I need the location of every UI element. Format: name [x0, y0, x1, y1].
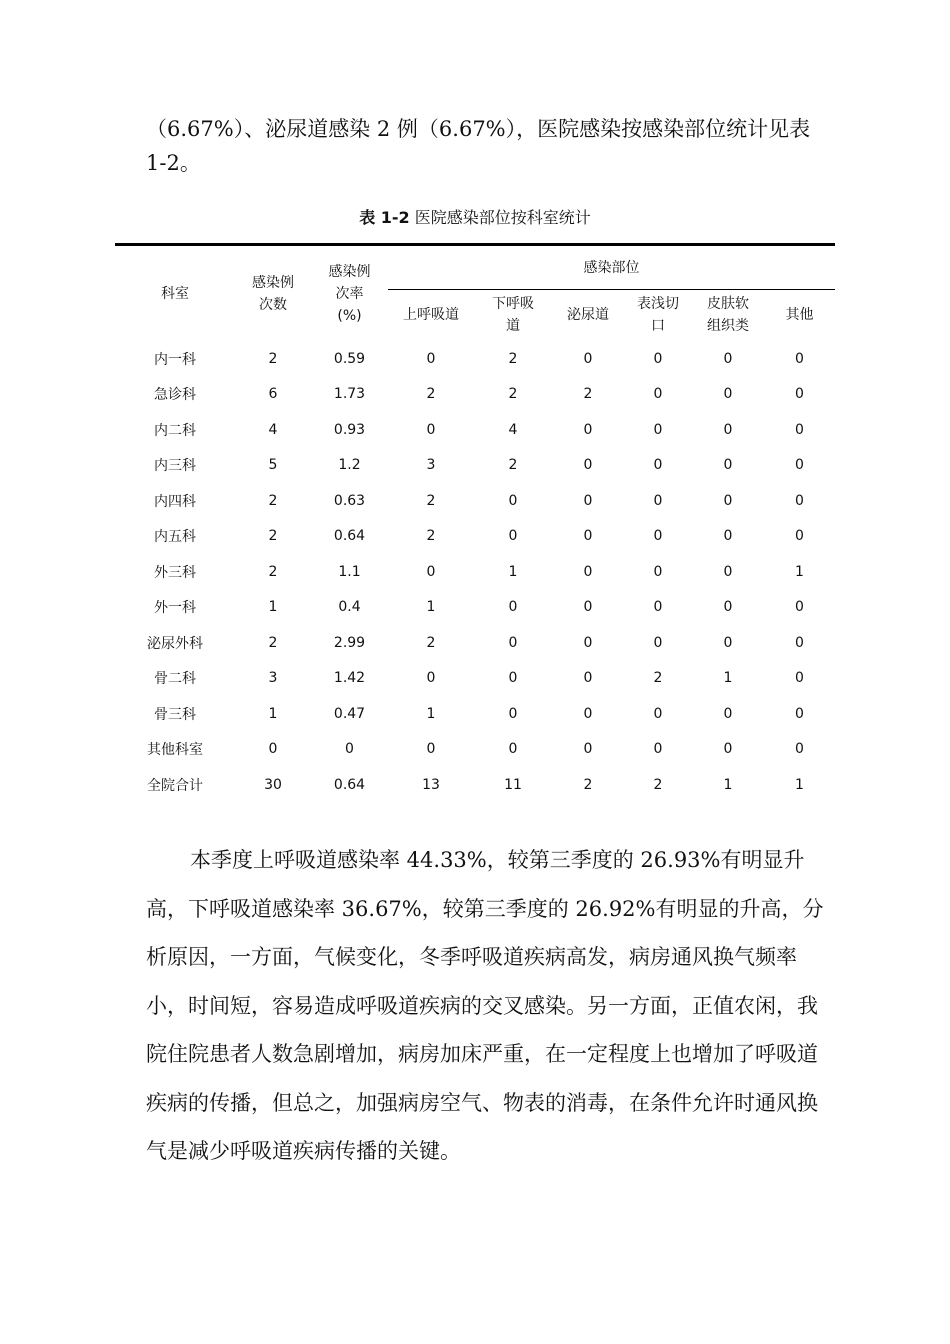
- cell-incision: 0: [653, 634, 663, 651]
- cell-urinary: 2: [583, 386, 593, 403]
- cell-upper-resp: 2: [426, 492, 436, 509]
- header-count: 感染例次数: [252, 275, 294, 313]
- analysis-paragraph: 本季度上呼吸道感染率 44.33%，较第三季度的 26.93%有明显升高，下呼吸道感染率 36.67%，较第三季度的 26.92%有明显的升高，分析原因，一方面，气候变化，冬季呼吸道疾病高发，病房通风换气频率小，时间短，容易造成呼吸道疾病的交叉感染。另一方面，正值农闲，我院住院患者人数急剧增加，病房加床严重，在一定程度上也增加了呼吸道疾病的传播，但总之，加强病房空气、物表的消毒，在条件允许时通风换气是减少呼吸道疾病传播的关键。: [146, 848, 824, 1163]
- cell-rate: 1.2: [338, 457, 361, 474]
- header-site: 皮肤软组织类: [707, 296, 749, 334]
- cell-count: 5: [268, 457, 278, 474]
- header-site: 上呼吸道: [403, 307, 459, 323]
- cell-lower-resp: 0: [508, 599, 518, 616]
- cell-dept: 内五科: [154, 529, 196, 546]
- cell-count: 1: [268, 599, 278, 616]
- cell-dept: 全院合计: [147, 777, 203, 794]
- cell-urinary: 0: [583, 634, 593, 651]
- cell-dept: 外三科: [154, 564, 196, 581]
- cell-skin: 0: [723, 599, 733, 616]
- cell-skin: 0: [723, 705, 733, 722]
- cell-dept: 内三科: [154, 458, 196, 475]
- cell-lower-resp: 0: [508, 528, 518, 545]
- cell-skin: 0: [723, 421, 733, 438]
- cell-other: 0: [795, 705, 804, 722]
- cell-lower-resp: 0: [508, 492, 518, 509]
- cell-incision: 0: [653, 599, 663, 616]
- cell-dept: 骨二科: [154, 671, 196, 688]
- cell-lower-resp: 2: [508, 457, 518, 474]
- cell-urinary: 0: [583, 741, 593, 758]
- cell-count: 2: [268, 528, 278, 545]
- cell-incision: 0: [653, 421, 663, 438]
- intro-paragraph: （6.67%）、泌尿道感染 2 例（6.67%），医院感染按感染部位统计见表 1-2。: [146, 117, 811, 175]
- cell-urinary: 0: [583, 492, 593, 509]
- cell-other: 1: [795, 776, 804, 793]
- cell-count: 4: [268, 421, 278, 438]
- table-row: [115, 412, 835, 448]
- cell-lower-resp: 4: [508, 421, 518, 438]
- cell-count: 1: [268, 705, 278, 722]
- cell-lower-resp: 2: [508, 350, 518, 367]
- cell-rate: 0.63: [333, 492, 366, 509]
- cell-incision: 2: [653, 670, 663, 687]
- cell-other: 1: [795, 563, 804, 580]
- cell-dept: 泌尿外科: [147, 635, 203, 652]
- cell-count: 2: [268, 563, 278, 580]
- cell-other: 0: [795, 350, 804, 367]
- cell-upper-resp: 0: [426, 741, 436, 758]
- table-row: [115, 341, 835, 377]
- cell-count: 3: [268, 670, 278, 687]
- cell-urinary: 2: [583, 776, 593, 793]
- cell-upper-resp: 0: [426, 670, 436, 687]
- table-row: [115, 732, 835, 768]
- cell-skin: 1: [723, 670, 733, 687]
- cell-other: 0: [795, 670, 804, 687]
- table-body: [115, 341, 835, 803]
- cell-urinary: 0: [583, 457, 593, 474]
- cell-urinary: 0: [583, 705, 593, 722]
- cell-lower-resp: 11: [504, 776, 522, 793]
- cell-other: 0: [795, 386, 804, 403]
- cell-urinary: 0: [583, 528, 593, 545]
- cell-urinary: 0: [583, 563, 593, 580]
- cell-rate: 0.93: [333, 421, 366, 438]
- table-row: [115, 377, 835, 413]
- cell-rate: 0.64: [333, 776, 366, 793]
- cell-rate: 0.4: [338, 599, 361, 616]
- table-caption-number: 表 1-2: [359, 208, 410, 227]
- cell-rate: 1.1: [338, 563, 361, 580]
- table-row: [115, 483, 835, 519]
- cell-rate: 1.42: [333, 670, 366, 687]
- cell-lower-resp: 2: [508, 386, 518, 403]
- cell-incision: 0: [653, 492, 663, 509]
- table-row: [115, 554, 835, 590]
- cell-count: 2: [268, 350, 278, 367]
- cell-skin: 0: [723, 563, 733, 580]
- cell-incision: 0: [653, 563, 663, 580]
- table-row: [115, 661, 835, 697]
- cell-incision: 0: [653, 528, 663, 545]
- cell-rate: 0.64: [333, 528, 366, 545]
- cell-incision: 0: [653, 705, 663, 722]
- table-row: [115, 625, 835, 661]
- cell-upper-resp: 0: [426, 350, 436, 367]
- infection-site-table: [115, 247, 835, 803]
- cell-other: 0: [795, 599, 804, 616]
- header-site: 泌尿道: [567, 307, 609, 323]
- cell-lower-resp: 0: [508, 741, 518, 758]
- cell-skin: 0: [723, 528, 733, 545]
- cell-upper-resp: 3: [426, 457, 436, 474]
- cell-upper-resp: 0: [426, 563, 436, 580]
- cell-other: 0: [795, 492, 804, 509]
- cell-skin: 1: [723, 776, 733, 793]
- cell-dept: 其他科室: [147, 742, 203, 759]
- table-row: [115, 767, 835, 803]
- header-site: 表浅切口: [637, 296, 679, 334]
- cell-lower-resp: 0: [508, 670, 518, 687]
- cell-upper-resp: 1: [426, 599, 436, 616]
- table-row: [115, 696, 835, 732]
- cell-urinary: 0: [583, 350, 593, 367]
- cell-upper-resp: 13: [422, 776, 440, 793]
- table-top-rule: [115, 243, 835, 246]
- cell-count: 2: [268, 634, 278, 651]
- cell-incision: 0: [653, 741, 663, 758]
- cell-other: 0: [795, 741, 804, 758]
- cell-rate: 0.59: [333, 350, 366, 367]
- cell-urinary: 0: [583, 599, 593, 616]
- cell-skin: 0: [723, 741, 733, 758]
- header-site: 其他: [785, 307, 814, 323]
- cell-count: 30: [264, 776, 282, 793]
- cell-incision: 2: [653, 776, 663, 793]
- cell-lower-resp: 0: [508, 705, 518, 722]
- cell-incision: 0: [653, 386, 663, 403]
- cell-dept: 急诊科: [154, 387, 196, 404]
- cell-rate: 2.99: [333, 634, 366, 651]
- cell-skin: 0: [723, 457, 733, 474]
- cell-dept: 内二科: [154, 422, 196, 439]
- header-dept: 科室: [161, 286, 189, 302]
- cell-dept: 骨三科: [154, 706, 196, 723]
- table-row: [115, 448, 835, 484]
- cell-other: 0: [795, 528, 804, 545]
- header-rate: 感染例次率(%): [328, 264, 371, 324]
- cell-upper-resp: 0: [426, 421, 436, 438]
- cell-upper-resp: 2: [426, 528, 436, 545]
- cell-urinary: 0: [583, 670, 593, 687]
- cell-rate: 0: [345, 741, 354, 758]
- cell-skin: 0: [723, 634, 733, 651]
- cell-lower-resp: 0: [508, 634, 518, 651]
- cell-upper-resp: 2: [426, 634, 436, 651]
- cell-count: 2: [268, 492, 278, 509]
- cell-dept: 外一科: [154, 600, 196, 617]
- table-caption: [0, 205, 950, 228]
- cell-skin: 0: [723, 492, 733, 509]
- header-site: 下呼吸道: [492, 296, 534, 334]
- header-site-group: 感染部位: [583, 260, 640, 276]
- cell-other: 0: [795, 634, 804, 651]
- cell-upper-resp: 1: [426, 705, 436, 722]
- cell-count: 0: [268, 741, 278, 758]
- cell-rate: 1.73: [333, 386, 366, 403]
- table-row: [115, 590, 835, 626]
- cell-urinary: 0: [583, 421, 593, 438]
- cell-rate: 0.47: [333, 705, 366, 722]
- cell-skin: 0: [723, 386, 733, 403]
- cell-count: 6: [268, 386, 278, 403]
- table-caption-title: 医院感染部位按科室统计: [414, 208, 591, 227]
- cell-dept: 内一科: [154, 351, 196, 368]
- cell-other: 0: [795, 421, 804, 438]
- cell-skin: 0: [723, 350, 733, 367]
- cell-dept: 内四科: [154, 493, 196, 510]
- cell-lower-resp: 1: [508, 563, 518, 580]
- cell-other: 0: [795, 457, 804, 474]
- cell-incision: 0: [653, 457, 663, 474]
- cell-upper-resp: 2: [426, 386, 436, 403]
- table-row: [115, 519, 835, 555]
- cell-incision: 0: [653, 350, 663, 367]
